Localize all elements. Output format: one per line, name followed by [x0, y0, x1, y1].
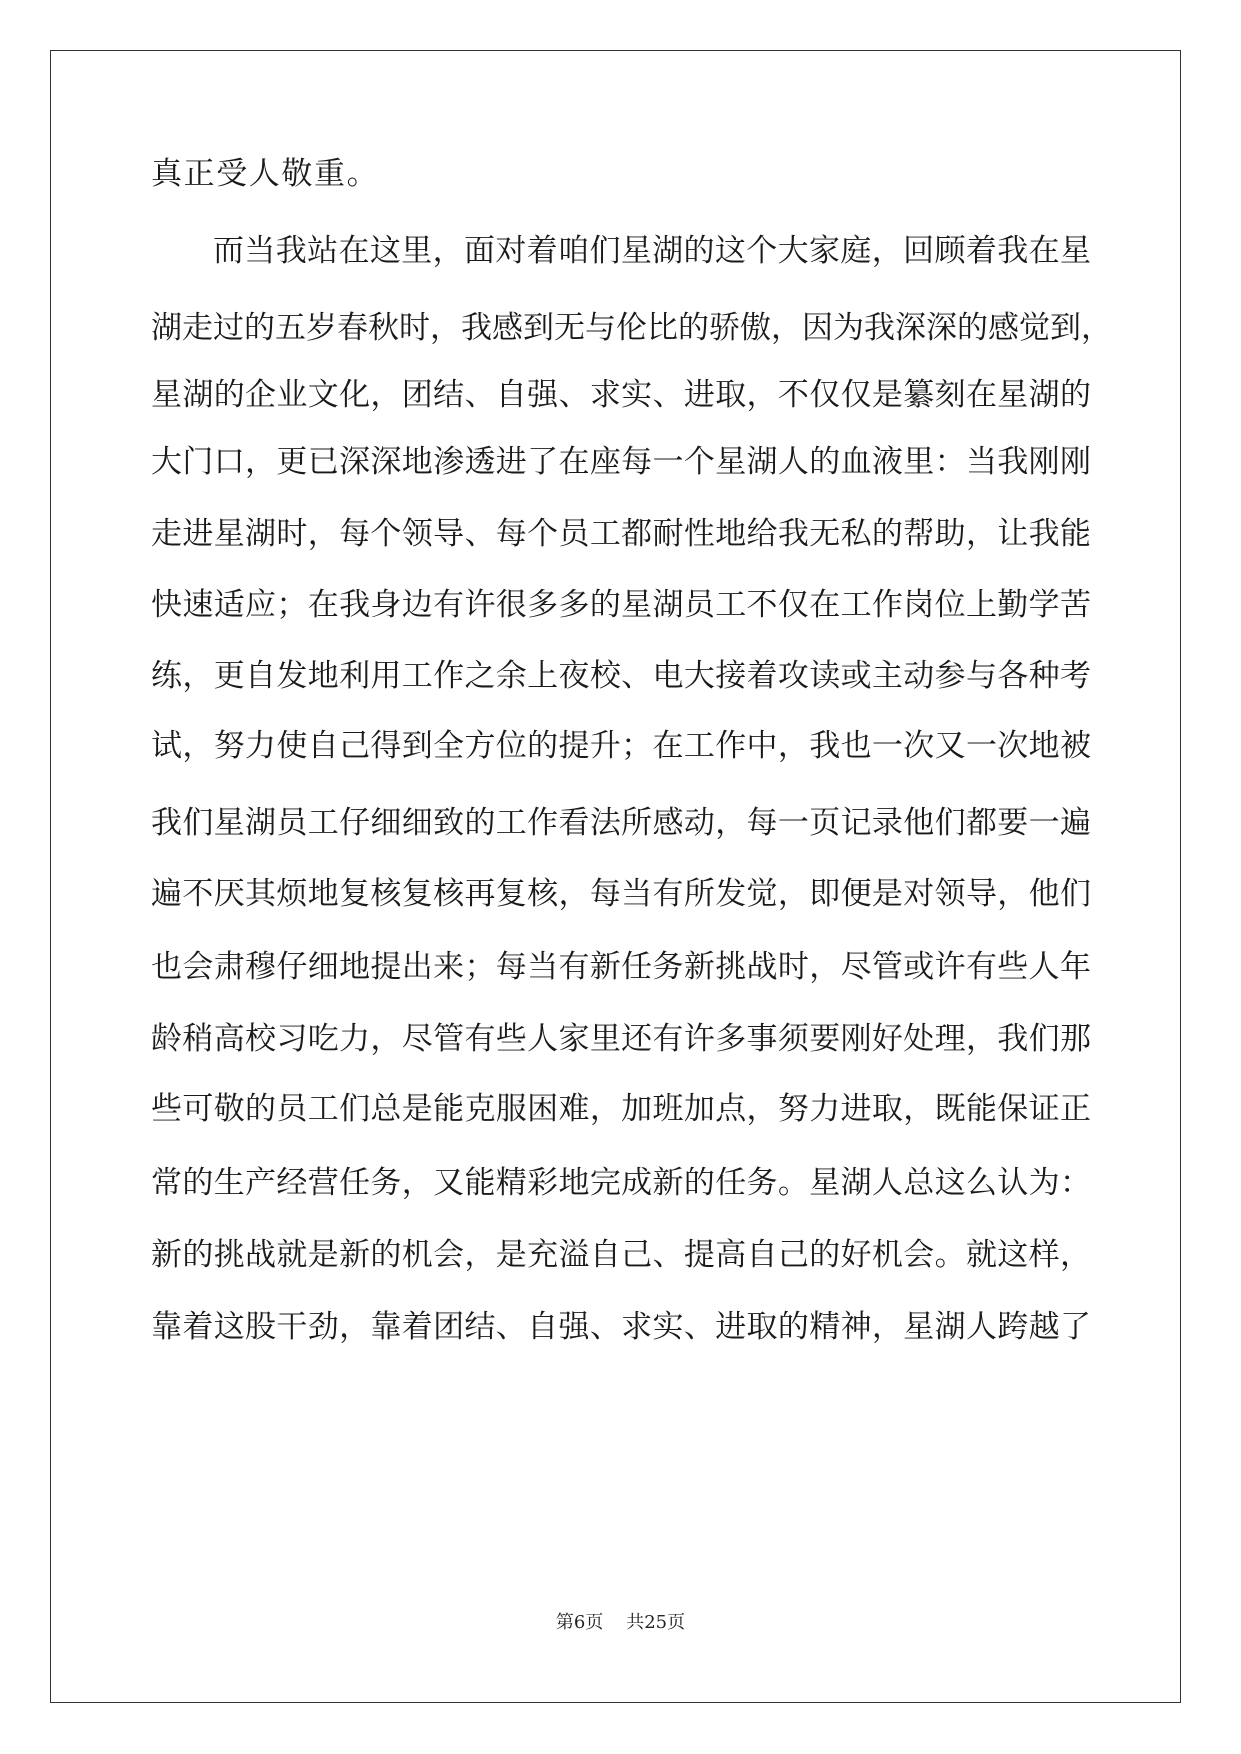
text-line: 真正受人敬重。 [151, 156, 380, 192]
text-line: 新的挑战就是新的机会，是充溢自己、提高自己的好机会。就这样， [151, 1237, 1091, 1273]
text-line: 龄稍高校习吃力，尽管有些人家里还有许多事须要刚好处理，我们那 [151, 1021, 1091, 1057]
text-line: 遍不厌其烦地复核复核再复核，每当有所发觉，即便是对领导，他们 [151, 876, 1091, 912]
text-line: 些可敬的员工们总是能克服困难，加班加点，努力进取，既能保证正 [151, 1091, 1091, 1127]
text-line: 试，努力使自己得到全方位的提升；在工作中，我也一次又一次地被 [151, 728, 1091, 764]
page-total: 共25页 [626, 1612, 686, 1633]
text-line: 星湖的企业文化，团结、自强、求实、进取，不仅仅是纂刻在星湖的 [151, 377, 1091, 413]
text-line: 大门口，更已深深地渗透进了在座每一个星湖人的血液里：当我刚刚 [151, 444, 1091, 480]
page-footer [0, 1608, 1241, 1634]
page-number: 第6页 [555, 1612, 604, 1633]
text-line: 靠着这股干劲，靠着团结、自强、求实、进取的精神，星湖人跨越了 [151, 1309, 1091, 1345]
text-line: 快速适应；在我身边有许很多多的星湖员工不仅在工作岗位上勤学苦 [151, 587, 1091, 623]
text-line: 练，更自发地利用工作之余上夜校、电大接着攻读或主动参与各种考 [151, 658, 1091, 694]
text-line: 走进星湖时，每个领导、每个员工都耐性地给我无私的帮助，让我能 [151, 516, 1091, 552]
text-line: 湖走过的五岁春秋时，我感到无与伦比的骄傲，因为我深深的感觉到， [151, 310, 1112, 346]
text-line: 常的生产经营任务，又能精彩地完成新的任务。星湖人总这么认为： [151, 1165, 1091, 1201]
text-line: 我们星湖员工仔细细致的工作看法所感动，每一页记录他们都要一遍 [151, 805, 1091, 841]
text-line: 而当我站在这里，面对着咱们星湖的这个大家庭，回顾着我在星 [213, 233, 1091, 269]
text-line: 也会肃穆仔细地提出来；每当有新任务新挑战时，尽管或许有些人年 [151, 949, 1091, 985]
